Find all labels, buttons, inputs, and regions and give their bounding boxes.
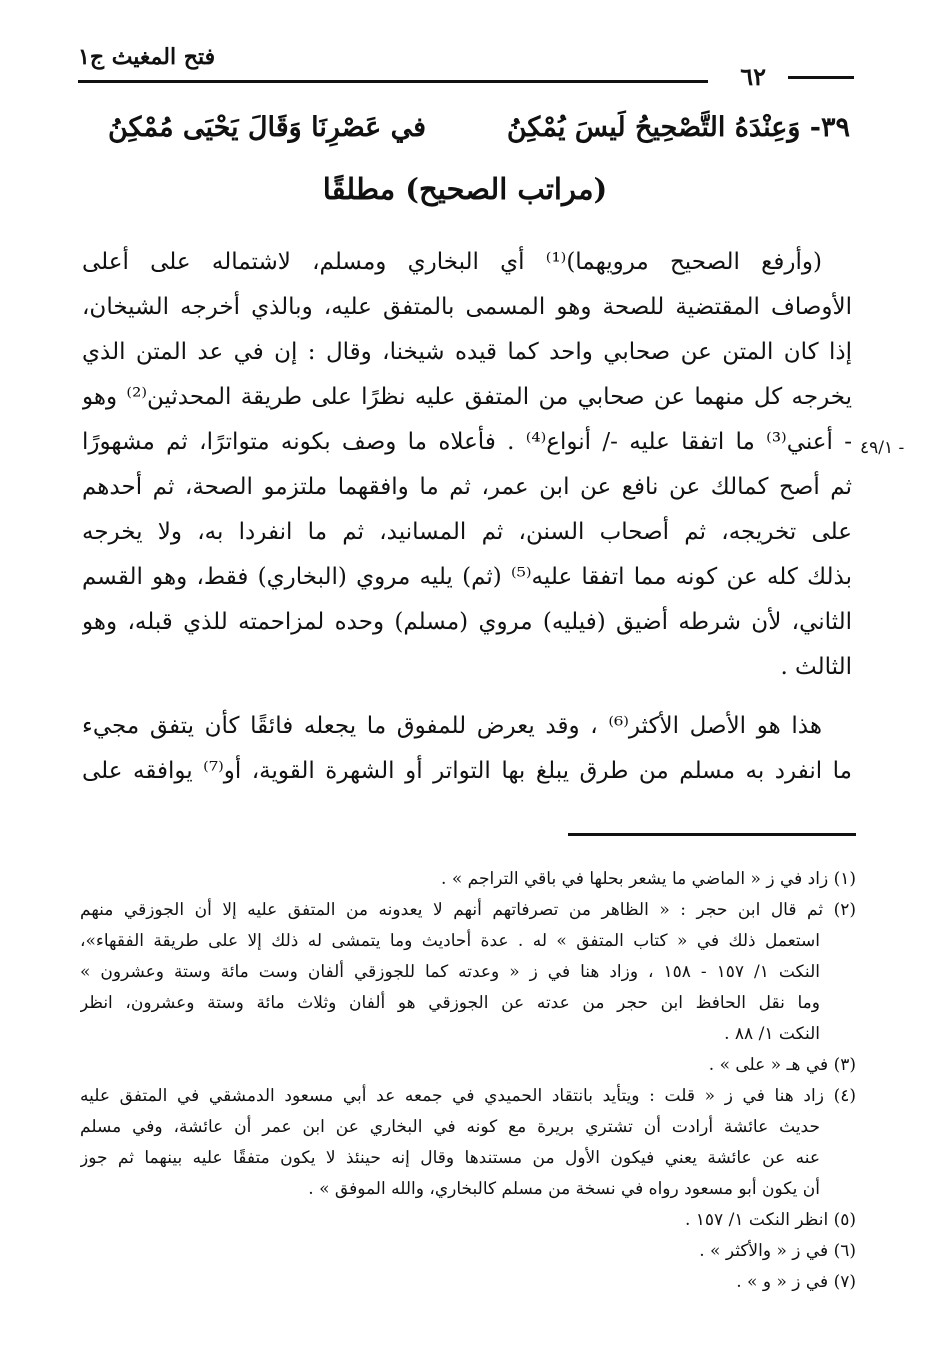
text-line: ما انفرد به مسلم من طرق يبلغ بها التواتر أو الشهرة القوية، أو⁽⁷⁾ يوافقه على — [82, 758, 852, 784]
footnote-line: (١) زاد في ز « الماضي ما يشعر بحلها في باقي التراجم » . — [441, 869, 856, 889]
footnote-line: (٥) انظر النكت ١/ ١٥٧ . — [684, 1210, 856, 1230]
footnote-separator — [568, 833, 856, 836]
footnotes — [80, 864, 856, 1298]
footnote-line: النكت ١/ ١٥٧ - ١٥٨ ، وزاد هنا في ز « وعدته كما للجوزقي ألفان وست مائة وستة وعشرون » — [80, 962, 820, 982]
footnote-line: (٢) ثم قال ابن حجر : « الظاهر من تصرفاتهم أنهم لا يعدونه من المتفق عليه إلا أن الجوزقي منهم — [80, 900, 856, 920]
footnote-line: (٤) زاد هنا في ز « قلت : ويتأيد بانتقاد الحميدي في جمعه عد أبي مسعود الدمشقي في المتفق عليه — [80, 1086, 856, 1106]
paragraph-gap — [82, 690, 852, 704]
text-line: الثاني، لأن شرطه أضيق (فيليه) مروي (مسلم) وحده لمزاحمته للذي قبله، وهو — [82, 609, 852, 635]
verse-first-hemistich: ٣٩- وَعِنْدَهُ التَّصْحِيحُ لَيسَ يُمْكِنُ — [506, 112, 850, 143]
footnote-line: حديث عائشة أرادت أن تشتري بريرة مع كونه في البخاري عن ابن عمر أن عائشة، وفي مسلم — [80, 1117, 820, 1137]
text-line: على تخريجه، ثم أصحاب السنن، ثم المسانيد، ثم ما انفردا به، ولا يخرجه — [82, 519, 852, 545]
margin-reference: ٤٩/١ - — [860, 438, 905, 458]
header-rule — [78, 80, 708, 83]
text-line: إذا كان المتن عن صحابي واحد كما قيده شيخنا، وقال : إن في عد المتن الذي — [82, 339, 852, 365]
running-title: فتح المغيث ج١ — [78, 44, 216, 70]
verse-line — [108, 112, 850, 162]
text-line: (وأرفع الصحيح مرويهما)⁽¹⁾ أي البخاري ومسلم، لاشتماله على أعلى — [82, 249, 822, 275]
footnote-line: النكت ١/ ٨٨ . — [724, 1024, 820, 1044]
footnote-line: عنه عن عائشة يعني فيكون الأول من مستندها وقال إنه حينئذ لا يكون متفقًا عليه بينهما ثم جوز — [80, 1148, 820, 1168]
text-line: - أعني⁽³⁾ ما اتفقا عليه -/ أنواع⁽⁴⁾ . فأعلاه ما وصف بكونه متواترًا، ثم مشهورًا — [82, 429, 852, 455]
page-number: ٦٢ — [740, 62, 766, 91]
text-line: بذلك كله عن كونه مما اتفقا عليه⁽⁵⁾ (ثم) يليه مروي (البخاري) فقط، وهو القسم — [82, 564, 852, 590]
text-line: الأوصاف المقتضية للصحة وهو المسمى بالمتفق عليه، وبالذي أخرجه الشيخان، — [82, 294, 852, 320]
page-header — [78, 38, 854, 94]
footnote-line: (٧) في ز « و » . — [736, 1272, 856, 1292]
footnote-line: (٦) في ز « والأكثر » . — [699, 1241, 856, 1261]
main-text — [82, 240, 852, 794]
section-title: (مراتب الصحيح) مطلقًا — [322, 172, 608, 206]
verse-second-hemistich: في عَصْرِنَا وَقَالَ يَحْيَى مُمْكِنُ — [108, 112, 427, 143]
footnote-line: استعمل ذلك في « كتاب المتفق » له . عدة أحاديث وما يتمشى له ذلك إلا على طريقة الفقهاء»، — [80, 931, 820, 951]
text-line: ثم أصح كمالك عن نافع عن ابن عمر، ثم ما وافقهما ملتزمو الصحة، ثم أحدهم — [82, 474, 852, 500]
page-number-rule — [788, 76, 854, 79]
text-line: الثالث . — [780, 654, 852, 680]
footnote-line: أن يكون أبو مسعود رواه في نسخة من مسلم كالبخاري، والله الموفق » . — [308, 1179, 820, 1199]
footnote-line: وما نقل الحافظ ابن حجر من عدته عن الجوزقي هو ألفان وثلاث مائة وستة وعشرون، انظر — [80, 993, 820, 1013]
text-line: هذا هو الأصل الأكثر⁽⁶⁾ ، وقد يعرض للمفوق ما يجعله فائقًا كأن يتفق مجيء — [82, 713, 823, 739]
text-line: يخرجه كل منهما عن صحابي من المتفق عليه نظرًا على طريقة المحدثين⁽²⁾ وهو — [82, 384, 852, 410]
footnote-line: (٣) في هـ « على » . — [708, 1055, 856, 1075]
